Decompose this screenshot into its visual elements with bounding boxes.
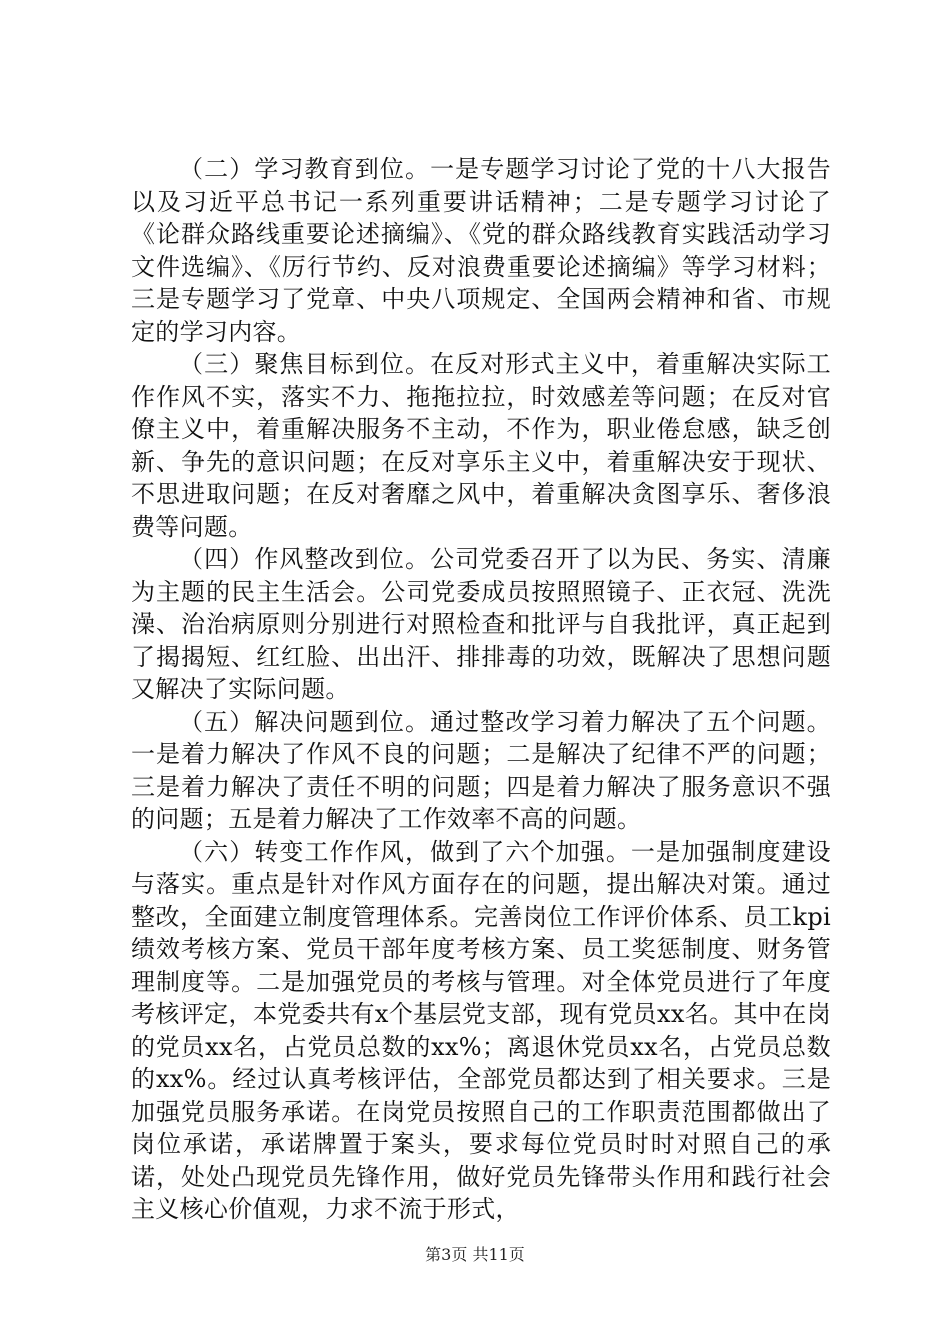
page-footer: 第3页 共11页: [425, 1245, 525, 1264]
paragraph-work-style-change: （六）转变工作作风，做到了六个加强。一是加强制度建设与落实。重点是针对作风方面存在的问题，提出解决对策。通过整改，全面建立制度管理体系。完善岗位工作评价体系、员工kpi绩效考核方案、党员干部年度考核方案、员工奖惩制度、财务管理制度等。二是加强党员的考核与管理。对全体党员进行了年度考核评定，本党委共有x个基层党支部，现有党员xx名。其中在岗的党员xx名，占党员总数的xx%；离退休党员xx名，占党员总数的xx%。经过认真考核评估，全部党员都达到了相关要求。三是加强党员服务承诺。在岗党员按照自己的工作职责范围都做出了岗位承诺，承诺牌置于案头，要求每位党员时时对照自己的承诺，处处凸现党员先锋作用，做好党员先锋带头作用和践行社会主义核心价值观，力求不流于形式，: [131, 837, 831, 1223]
document-body: [131, 153, 831, 1226]
paragraph-problem-solving: （五）解决问题到位。通过整改学习着力解决了五个问题。一是着力解决了作风不良的问题；二是解决了纪律不严的问题；三是着力解决了责任不明的问题；四是着力解决了服务意识不强的问题；五是着力解决了工作效率不高的问题。: [131, 707, 831, 833]
paragraph-focus-goals: （三）聚焦目标到位。在反对形式主义中，着重解决实际工作作风不实，落实不力、拖拖拉拉，时效感差等问题；在反对官僚主义中，着重解决服务不主动，不作为，职业倦怠感，缺乏创新、争先的意识问题；在反对享乐主义中，着重解决安于现状、不思进取问题；在反对奢靡之风中，着重解决贪图享乐、奢侈浪费等问题。: [131, 350, 831, 541]
paragraph-study-education: （二）学习教育到位。一是专题学习讨论了党的十八大报告以及习近平总书记一系列重要讲话精神；二是专题学习讨论了《论群众路线重要论述摘编》、《党的群众路线教育实践活动学习文件选编》、《厉行节约、反对浪费重要论述摘编》等学习材料；三是专题学习了党章、中央八项规定、全国两会精神和省、市规定的学习内容。: [131, 155, 831, 346]
paragraph-style-rectification: （四）作风整改到位。公司党委召开了以为民、务实、清廉为主题的民主生活会。公司党委成员按照照镜子、正衣冠、洗洗澡、治治病原则分别进行对照检查和批评与自我批评，真正起到了揭揭短、红红脸、出出汗、排排毒的功效，既解决了思想问题又解决了实际问题。: [131, 545, 831, 703]
